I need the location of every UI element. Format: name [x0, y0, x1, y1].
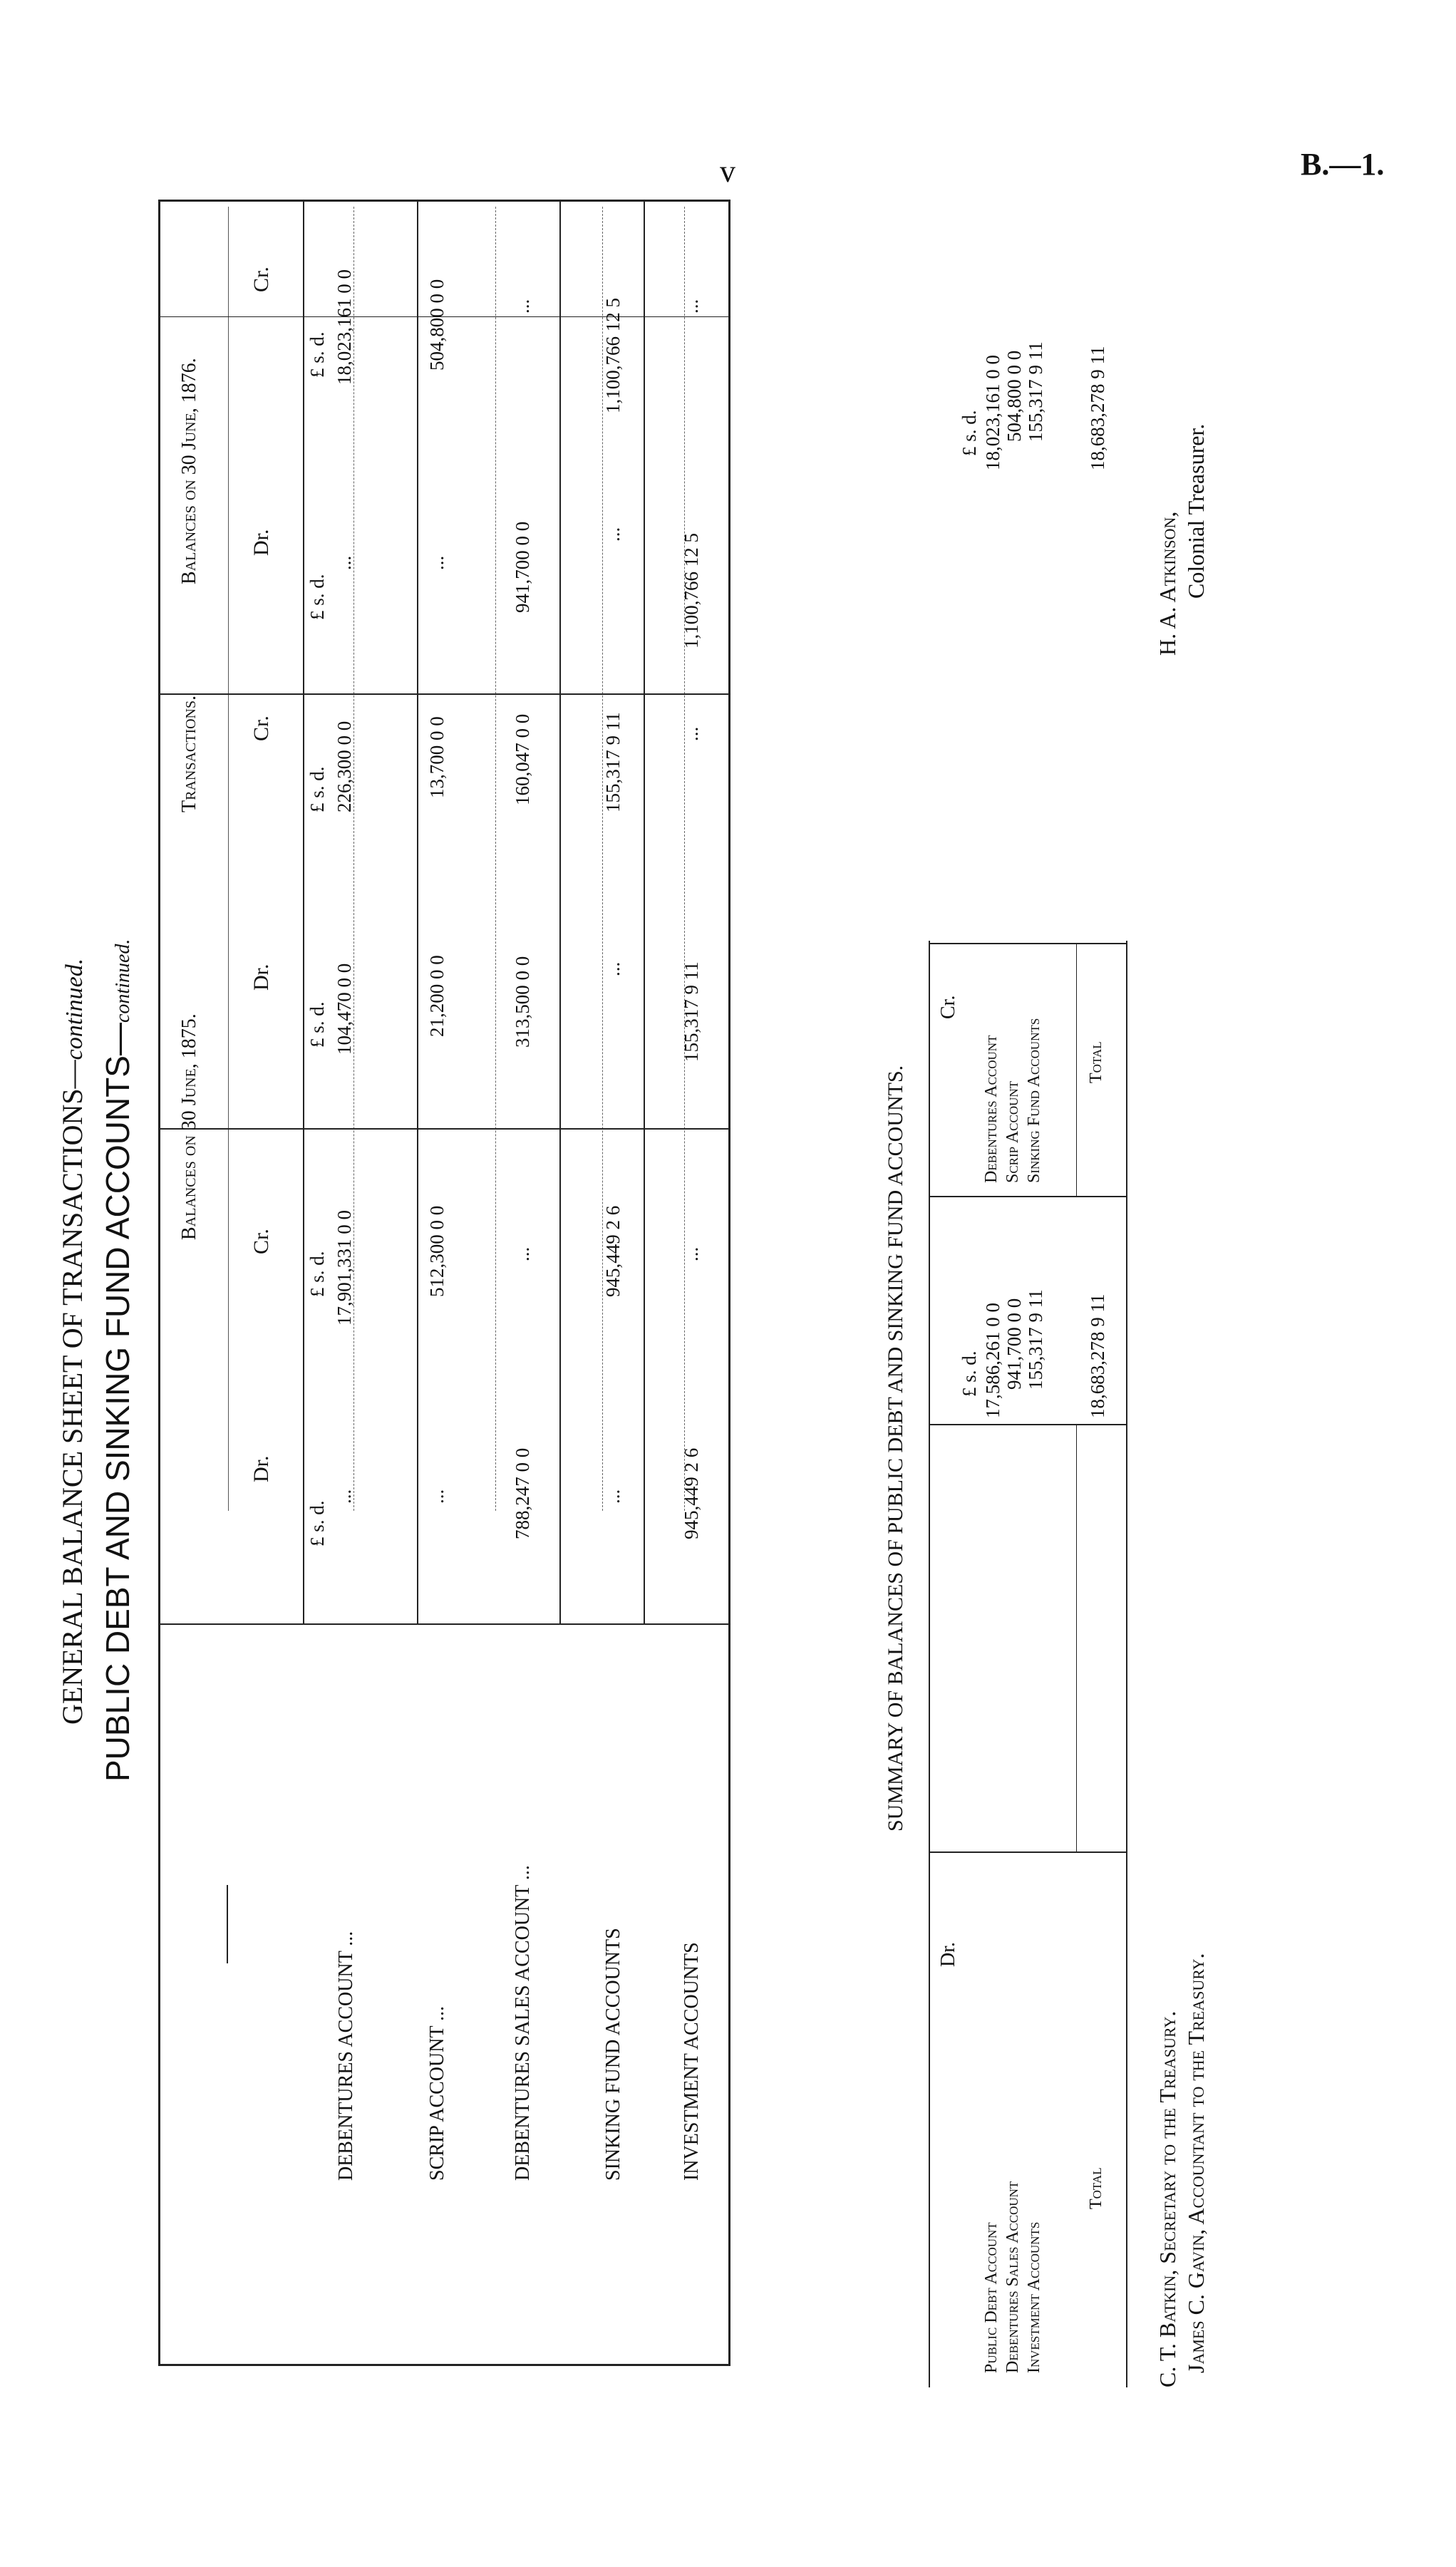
cell: ... [426, 555, 448, 570]
cell: 104,470 0 0 [334, 963, 355, 1055]
cell: 226,300 0 0 [334, 720, 355, 812]
summary-cr-header: Cr. [937, 995, 959, 1019]
summary-cr-value: 504,800 0 0 [1003, 350, 1025, 442]
group-header-balances-1875: Balances on 30 June, 1875. [178, 1013, 200, 1240]
signature-treasurer-name: H. A. Atkinson, [1155, 511, 1180, 656]
cell: 941,700 0 0 [512, 521, 533, 613]
summary-dr-header: Dr. [937, 1942, 959, 1967]
summary-dr-total-label: Total [1087, 2167, 1105, 2209]
row-label-sinking-fund: SINKING FUND ACCOUNTS [602, 1928, 624, 2181]
summary-dr-label: Public Debt Account [982, 2222, 1001, 2373]
cell: 313,500 0 0 [512, 956, 533, 1048]
cell: 18,023,161 0 0 [334, 269, 355, 385]
col-header-dr-1876: Dr. [249, 529, 273, 556]
cell: ... [602, 527, 624, 542]
cell: ... [681, 299, 702, 314]
col-header-dr-trans: Dr. [249, 964, 273, 991]
summary-cr-value: 18,023,161 0 0 [982, 355, 1003, 470]
units-cr-1876: £ s. d. [306, 331, 328, 378]
summary-cr-label: Scrip Account [1003, 1080, 1022, 1183]
summary-dr-value: 17,586,261 0 0 [982, 1303, 1003, 1418]
summary-cr-value: 155,317 9 11 [1025, 341, 1046, 442]
units-dr-trans: £ s. d. [306, 1001, 328, 1048]
cell: 945,449 2 6 [681, 1447, 702, 1539]
cell: 512,300 0 0 [426, 1205, 448, 1297]
cell: ... [334, 555, 355, 570]
cell: 155,317 9 11 [602, 712, 624, 812]
units-dr-1876: £ s. d. [306, 574, 328, 620]
col-header-dr-1875: Dr. [249, 1455, 273, 1482]
units-cr-1875: £ s. d. [306, 1251, 328, 1297]
summary-dr-total: 18,683,278 9 11 [1087, 1293, 1108, 1418]
summary-cr-total: 18,683,278 9 11 [1087, 346, 1108, 470]
cell: ... [426, 1489, 448, 1504]
summary-cr-label: Sinking Fund Accounts [1025, 1018, 1043, 1183]
cell: 788,247 0 0 [512, 1447, 533, 1539]
cell: ... [602, 1489, 624, 1504]
rotated-content [0, 86, 1456, 2437]
cell: 1,100,766 12 5 [681, 533, 702, 649]
row-label-debentures-sales: DEBENTURES SALES ACCOUNT ... [512, 1865, 534, 2181]
row-label-debentures: DEBENTURES ACCOUNT ... [335, 1931, 357, 2181]
signature-treasurer-title: Colonial Treasurer. [1183, 423, 1209, 599]
title-line-2: PUBLIC DEBT AND SINKING FUND ACCOUNTS—continued. [99, 939, 136, 1782]
summary-cr-label: Debentures Account [982, 1035, 1001, 1183]
page-number: v [720, 154, 735, 189]
summary-dr-value: 155,317 9 11 [1025, 1289, 1046, 1390]
cell: 155,317 9 11 [681, 961, 702, 1062]
cell: 21,200 0 0 [426, 955, 448, 1037]
cell: 1,100,766 12 5 [602, 298, 624, 413]
row-label-investment: INVESTMENT ACCOUNTS [681, 1942, 703, 2181]
cell: 945,449 2 6 [602, 1205, 624, 1297]
cell: ... [512, 1246, 533, 1261]
document-reference: B.—1. [1301, 147, 1385, 182]
cell: ... [602, 961, 624, 976]
col-header-cr-1875: Cr. [249, 1229, 273, 1254]
col-header-cr-trans: Cr. [249, 716, 273, 741]
signature-secretary: C. T. Batkin, Secretary to the Treasury. [1155, 2010, 1180, 2387]
cell: ... [334, 1489, 355, 1504]
row-label-scrip: SCRIP ACCOUNT ... [426, 2005, 448, 2181]
summary-dr-units: £ s. d. [959, 1350, 980, 1397]
cell: ... [681, 1246, 702, 1261]
cell: 17,901,331 0 0 [334, 1210, 355, 1326]
units-dr-1875: £ s. d. [306, 1500, 328, 1546]
units-cr-trans: £ s. d. [306, 766, 328, 812]
col-header-cr-1876: Cr. [249, 267, 273, 292]
group-header-transactions: Transactions. [178, 695, 200, 812]
cell: 13,700 0 0 [426, 716, 448, 798]
summary-cr-units: £ s. d. [959, 410, 980, 456]
title-line-1: GENERAL BALANCE SHEET OF TRANSACTIONS—continued. [56, 958, 88, 1725]
summary-title: SUMMARY OF BALANCES OF PUBLIC DEBT AND SINKING FUND ACCOUNTS. [884, 1065, 907, 1832]
cell: ... [681, 726, 702, 741]
group-header-balances-1876: Balances on 30 June, 1876. [178, 358, 200, 584]
summary-dr-label: Debentures Sales Account [1003, 2181, 1022, 2373]
summary-cr-total-label: Total [1087, 1041, 1105, 1083]
summary-dr-label: Investment Accounts [1025, 2221, 1043, 2373]
cell: ... [512, 299, 533, 314]
signature-accountant: James C. Gavin, Accountant to the Treasury. [1183, 1953, 1209, 2373]
cell: 160,047 0 0 [512, 713, 533, 805]
cell: 504,800 0 0 [426, 279, 448, 371]
summary-dr-value: 941,700 0 0 [1003, 1298, 1025, 1390]
